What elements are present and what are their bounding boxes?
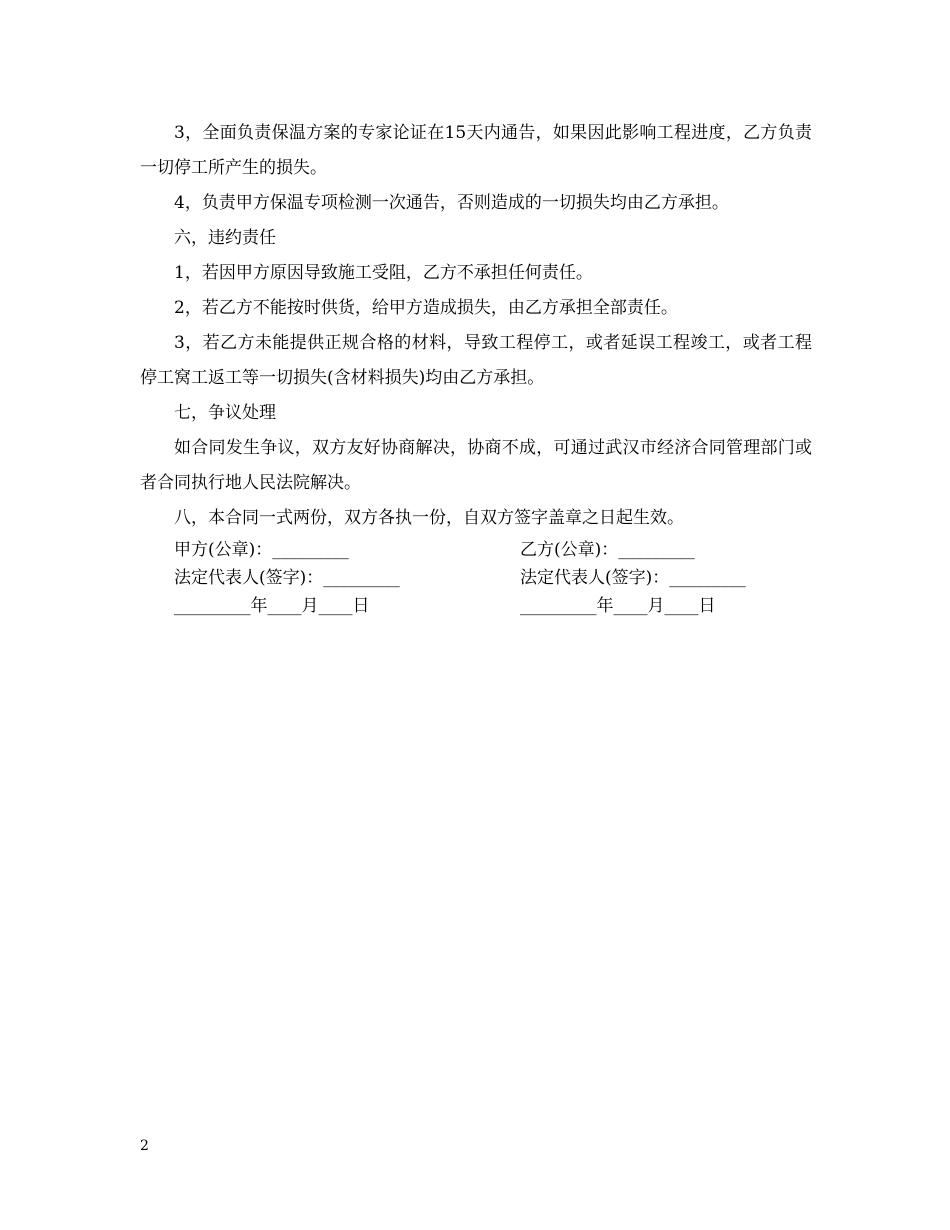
clause-paragraph: 3，全面负责保温方案的专家论证在15天内通告，如果因此影响工程进度，乙方负责一切停工所产生的损失。 — [140, 123, 812, 178]
section-heading-dispute: 七，争议处理 — [174, 403, 276, 423]
signature-row-seal — [140, 536, 812, 564]
signature-row-date — [140, 592, 812, 620]
party-a-seal-field: 甲方(公章)：_________ — [174, 540, 349, 560]
party-b-seal-field: 乙方(公章)：_________ — [520, 540, 695, 560]
section-heading-breach: 六，违约责任 — [174, 228, 276, 248]
clause-paragraph: 2，若乙方不能按时供货，给甲方造成损失，由乙方承担全部责任。 — [174, 298, 678, 318]
page-number: 2 — [140, 1138, 149, 1154]
clause-paragraph: 1，若因甲方原因导致施工受阻，乙方不承担任何责任。 — [174, 263, 593, 283]
clause-paragraph-effective: 八，本合同一式两份，双方各执一份，自双方签字盖章之日起生效。 — [174, 508, 684, 528]
party-a-date-field: _________年____月____日 — [174, 596, 370, 616]
clause-paragraph: 如合同发生争议，双方友好协商解决，协商不成，可通过武汉市经济合同管理部门或者合同执行地人民法院解决。 — [140, 438, 812, 493]
clause-paragraph: 3，若乙方未能提供正规合格的材料，导致工程停工，或者延误工程竣工，或者工程停工窝工返工等一切损失(含材料损失)均由乙方承担。 — [140, 333, 812, 388]
party-a-representative-field: 法定代表人(签字)：_________ — [174, 568, 400, 588]
signature-row-representative — [140, 564, 812, 592]
party-b-date-field: _________年____月____日 — [520, 596, 716, 616]
contract-body — [140, 116, 812, 620]
clause-paragraph: 4，负责甲方保温专项检测一次通告，否则造成的一切损失均由乙方承担。 — [174, 193, 729, 213]
party-b-representative-field: 法定代表人(签字)：_________ — [520, 568, 746, 588]
